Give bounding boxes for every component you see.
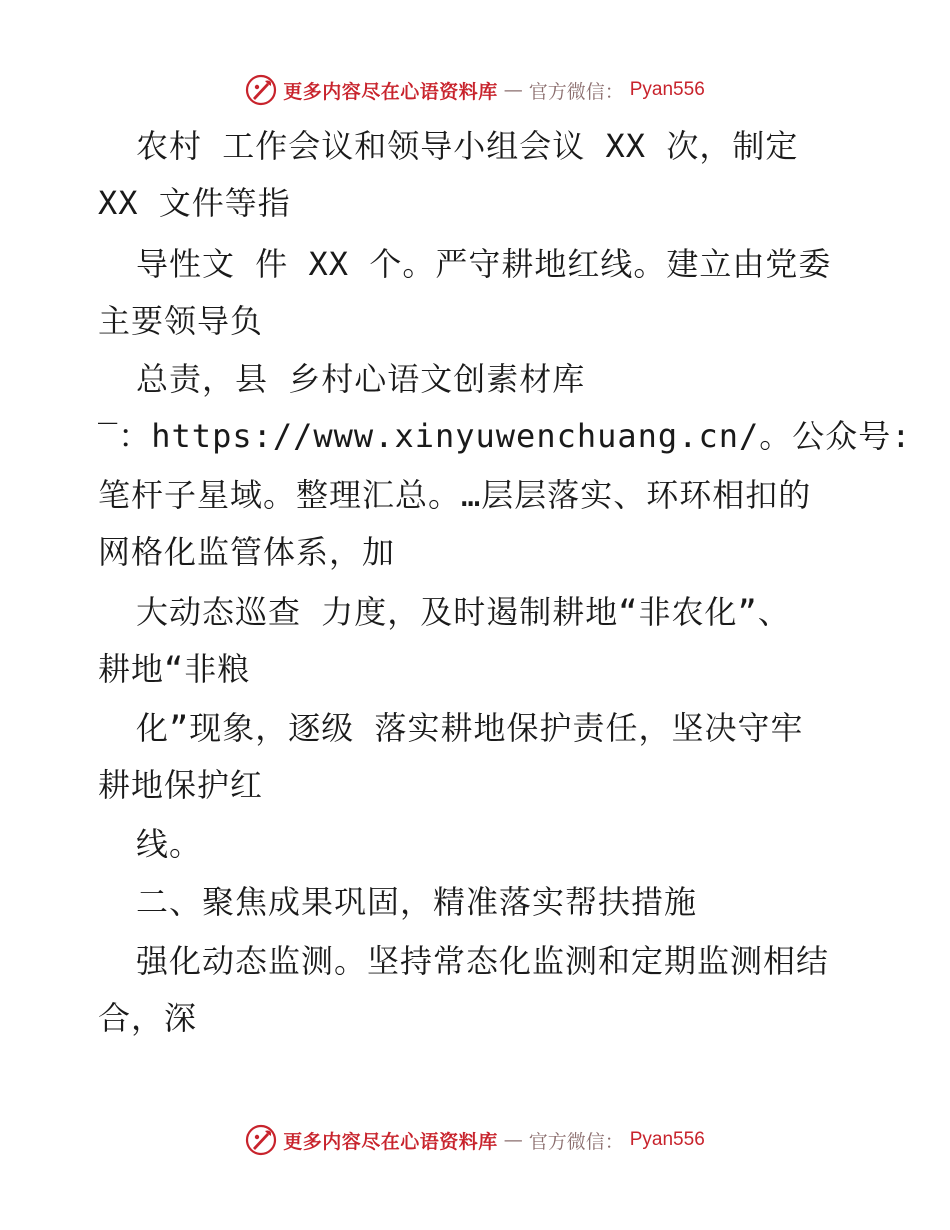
body-line: 主要领导负 bbox=[98, 302, 264, 340]
header-separator: — bbox=[503, 79, 523, 101]
footer-watermark bbox=[0, 1120, 950, 1160]
body-line: 耕地“非粮 bbox=[98, 650, 251, 688]
header-brand-text: 更多内容尽在心语资料库 bbox=[283, 80, 498, 103]
header-wechat-label: 官方微信： bbox=[528, 80, 624, 103]
body-line: 农村 工作会议和领导小组会议 XX 次，制定 bbox=[136, 127, 799, 165]
body-line: 强化动态监测。坚持常态化监测和定期监测相结 bbox=[136, 942, 830, 980]
footer-wechat-label: 官方微信： bbox=[528, 1130, 624, 1153]
body-line: 化”现象，逐级 落实耕地保护责任，坚决守牢 bbox=[136, 709, 804, 747]
body-line: 线。 bbox=[136, 825, 203, 863]
body-line: 大动态巡查 力度，及时遏制耕地“非农化”、 bbox=[136, 593, 791, 631]
header-wechat-id: Pyan556 bbox=[629, 79, 705, 100]
quill-logo-icon bbox=[245, 1124, 277, 1156]
body-line: 网格化监管体系，加 bbox=[98, 533, 396, 571]
body-line: 合，深 bbox=[98, 999, 198, 1037]
body-line: 导性文 件 XX 个。严守耕地红线。建立由党委 bbox=[136, 245, 832, 283]
body-line: 总责，县 乡村心语文创素材库 bbox=[136, 360, 586, 398]
body-line-url: ‾：https://www.xinyuwenchuang.cn/。公众号: bbox=[98, 417, 912, 455]
body-line: XX 文件等指 bbox=[98, 184, 291, 222]
footer-separator: — bbox=[503, 1129, 523, 1151]
quill-logo-icon bbox=[245, 74, 277, 106]
body-line: 耕地保护红 bbox=[98, 766, 264, 804]
footer-brand-text: 更多内容尽在心语资料库 bbox=[283, 1130, 498, 1153]
body-line: 笔杆子星域。整理汇总。…层层落实、环环相扣的 bbox=[98, 476, 812, 514]
footer-wechat-id: Pyan556 bbox=[629, 1129, 705, 1150]
header-watermark bbox=[0, 70, 950, 110]
section-heading: 二、聚焦成果巩固，精准落实帮扶措施 bbox=[136, 883, 698, 921]
